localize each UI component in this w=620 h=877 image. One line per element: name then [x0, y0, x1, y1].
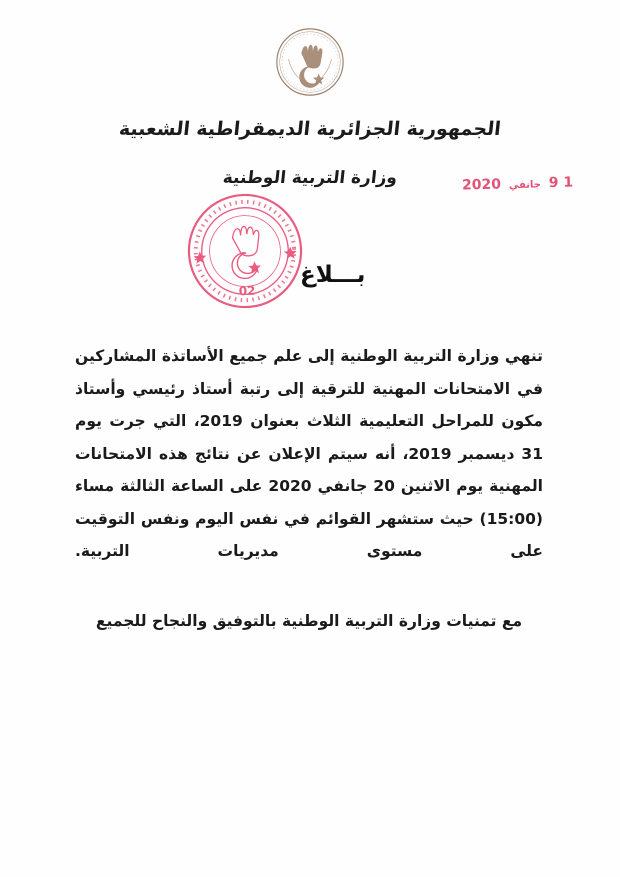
ministry-header: وزارة التربية الوطنية: [221, 168, 399, 188]
date-stamp-month: جانفي: [508, 179, 542, 192]
republic-header: الجمهورية الجزائرية الديمقراطية الشعبية: [118, 118, 502, 140]
page-title: بـــلاغ: [300, 262, 366, 288]
date-stamp: [462, 175, 574, 194]
body-paragraph: [75, 340, 543, 568]
date-stamp-day: 1 9: [548, 174, 574, 192]
closing-statement: مع تمنيات وزارة التربية الوطنية بالتوفيق والنجاح للجميع: [95, 612, 523, 630]
algeria-national-emblem-icon: [274, 26, 346, 98]
official-round-stamp: [183, 189, 307, 313]
body-text: تنهي وزارة التربية الوطنية إلى علم جميع الأساتذة المشاركين في الامتحانات المهنية للترقية إلى رتبة أستاذ رئيسي وأستاذ مكون للمراحل التعليمية الثلاث بعنوان 2019، التي جرت يوم 31 ديسمبر 2019، أنه سيتم الإعلان عن نتائج هذه الامتحانات المهنية يوم الاثنين 20 جانفي 2020 على الساعة الثالثة مساء (15:00) حيث ستشهر القوائم في نفس اليوم ونفس التوقيت على مستوى مديريات التربية.: [75, 347, 543, 560]
stamp-number: 02: [238, 283, 256, 299]
date-stamp-year: 2020: [461, 176, 502, 194]
